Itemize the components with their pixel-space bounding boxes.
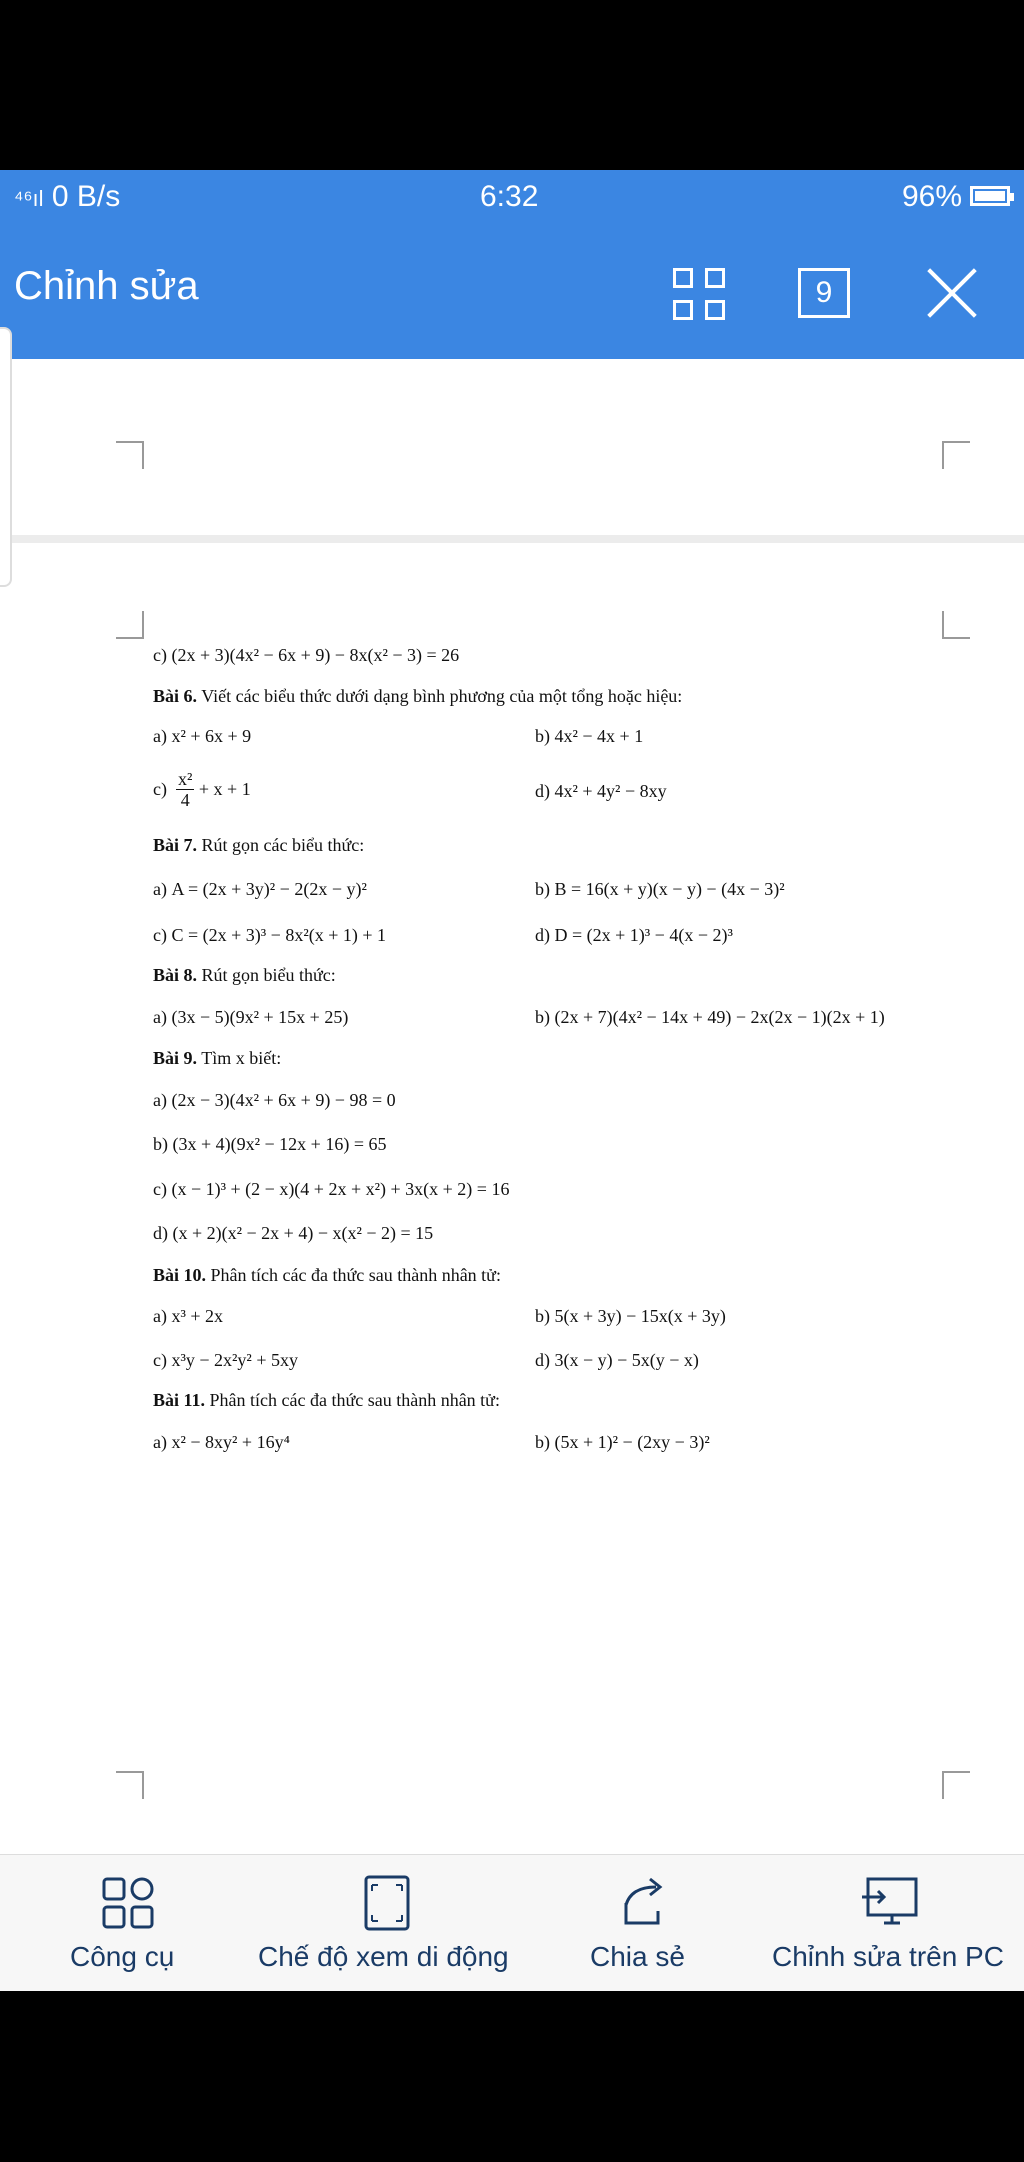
document-viewer[interactable] [0, 359, 1024, 1854]
page-title: Chỉnh sửa [14, 264, 199, 308]
page-corner-bottom-right [942, 611, 970, 639]
problem-heading: Bài 8. Rút gọn biểu thức: [153, 965, 336, 985]
signal-icon: ⁴⁶ıl [14, 186, 44, 211]
battery-percent: 96% [901, 180, 962, 213]
problem-line: c) (2x + 3)(4x² − 6x + 9) − 8x(x² − 3) = 26 [153, 645, 460, 665]
page-separator [12, 535, 1024, 543]
problem-line: a) A = (2x + 3y)² − 2(2x − y)² [153, 879, 367, 899]
page-corner-top-left [116, 441, 144, 469]
mobile-view-button[interactable] [256, 1855, 512, 1991]
problem-line: d) (x + 2)(x² − 2x + 4) − x(x² − 2) = 15 [153, 1223, 434, 1243]
problem-line: c) x³y − 2x²y² + 5xy [153, 1350, 298, 1370]
share-label: Chia sẻ [590, 1941, 685, 1972]
edit-on-pc-icon [860, 1875, 922, 1931]
page-corner-bottom-left [116, 611, 144, 639]
app-bar [0, 224, 1024, 359]
problem-line: c) C = (2x + 3)³ − 8x²(x + 1) + 1 [153, 925, 387, 945]
page-grid-icon[interactable] [673, 268, 725, 320]
tools-grid-icon [100, 1875, 156, 1931]
problem-line: a) (3x − 5)(9x² + 15x + 25) [153, 1007, 349, 1027]
problem-line: b) B = 16(x + y)(x − y) − (4x − 3)² [535, 879, 785, 899]
fraction: $\frac{\text{x²}}{4}$ [177, 769, 193, 810]
signal-and-speed [14, 180, 120, 214]
problem-heading: Bài 7. Rút gọn các biểu thức: [153, 835, 365, 855]
problem-line: a) x² + 6x + 9 [153, 726, 252, 746]
page-corner-top-left-2 [116, 1771, 144, 1799]
mobile-view-label: Chế độ xem di động [258, 1941, 509, 1972]
bottom-toolbar [0, 1854, 1024, 1991]
page-corner-top-right [942, 441, 970, 469]
tools-button[interactable] [0, 1855, 256, 1991]
problem-heading: Bài 11. Phân tích các đa thức sau thành nhân tử: [153, 1390, 500, 1410]
share-icon [612, 1875, 672, 1931]
edit-on-pc-label: Chỉnh sửa trên PC [772, 1941, 1004, 1972]
problem-line: b) (2x + 7)(4x² − 14x + 49) − 2x(2x − 1)(2x + 1) [535, 1007, 885, 1027]
problem-line: a) x³ + 2x [153, 1306, 224, 1326]
problem-line: d) 3(x − y) − 5x(y − x) [535, 1350, 699, 1370]
problem-line: c) (x − 1)³ + (2 − x)(4 + 2x + x²) + 3x(x + 2) = 16 [153, 1179, 510, 1199]
tools-label: Công cụ [70, 1941, 175, 1972]
page-corner-top-right-2 [942, 1771, 970, 1799]
page-count-button[interactable]: 9 [798, 268, 850, 318]
share-button[interactable] [560, 1855, 720, 1991]
problem-heading: Bài 9. Tìm x biết: [153, 1048, 282, 1068]
battery-icon [970, 186, 1010, 206]
problem-line: a) (2x − 3)(4x² + 6x + 9) − 98 = 0 [153, 1090, 396, 1110]
problem-heading: Bài 10. Phân tích các đa thức sau thành nhân tử: [153, 1265, 501, 1285]
mobile-view-icon [360, 1875, 416, 1931]
problem-heading: Bài 6. Viết các biểu thức dưới dạng bình phương của một tổng hoặc hiệu: [153, 686, 683, 706]
problem-line: c) $\frac{\text{x²}}{4}$ + x + 1 [153, 769, 251, 810]
problem-line: b) 5(x + 3y) − 15x(x + 3y) [535, 1306, 726, 1326]
problem-line: b) (3x + 4)(9x² − 12x + 16) = 65 [153, 1134, 387, 1154]
status-bar [0, 170, 1024, 224]
problem-line: d) 4x² + 4y² − 8xy [535, 781, 667, 801]
problem-line: d) D = (2x + 1)³ − 4(x − 2)³ [535, 925, 733, 945]
close-icon[interactable] [925, 266, 979, 320]
problem-line: b) (5x + 1)² − (2xy − 3)² [535, 1432, 710, 1452]
side-tab[interactable] [0, 327, 12, 587]
problem-line: a) x² − 8xy² + 16y⁴ [153, 1432, 290, 1452]
problem-line: b) 4x² − 4x + 1 [535, 726, 644, 746]
clock: 6:32 [480, 180, 539, 213]
edit-on-pc-button[interactable] [760, 1855, 1024, 1991]
network-speed: 0 B/s [51, 180, 121, 213]
